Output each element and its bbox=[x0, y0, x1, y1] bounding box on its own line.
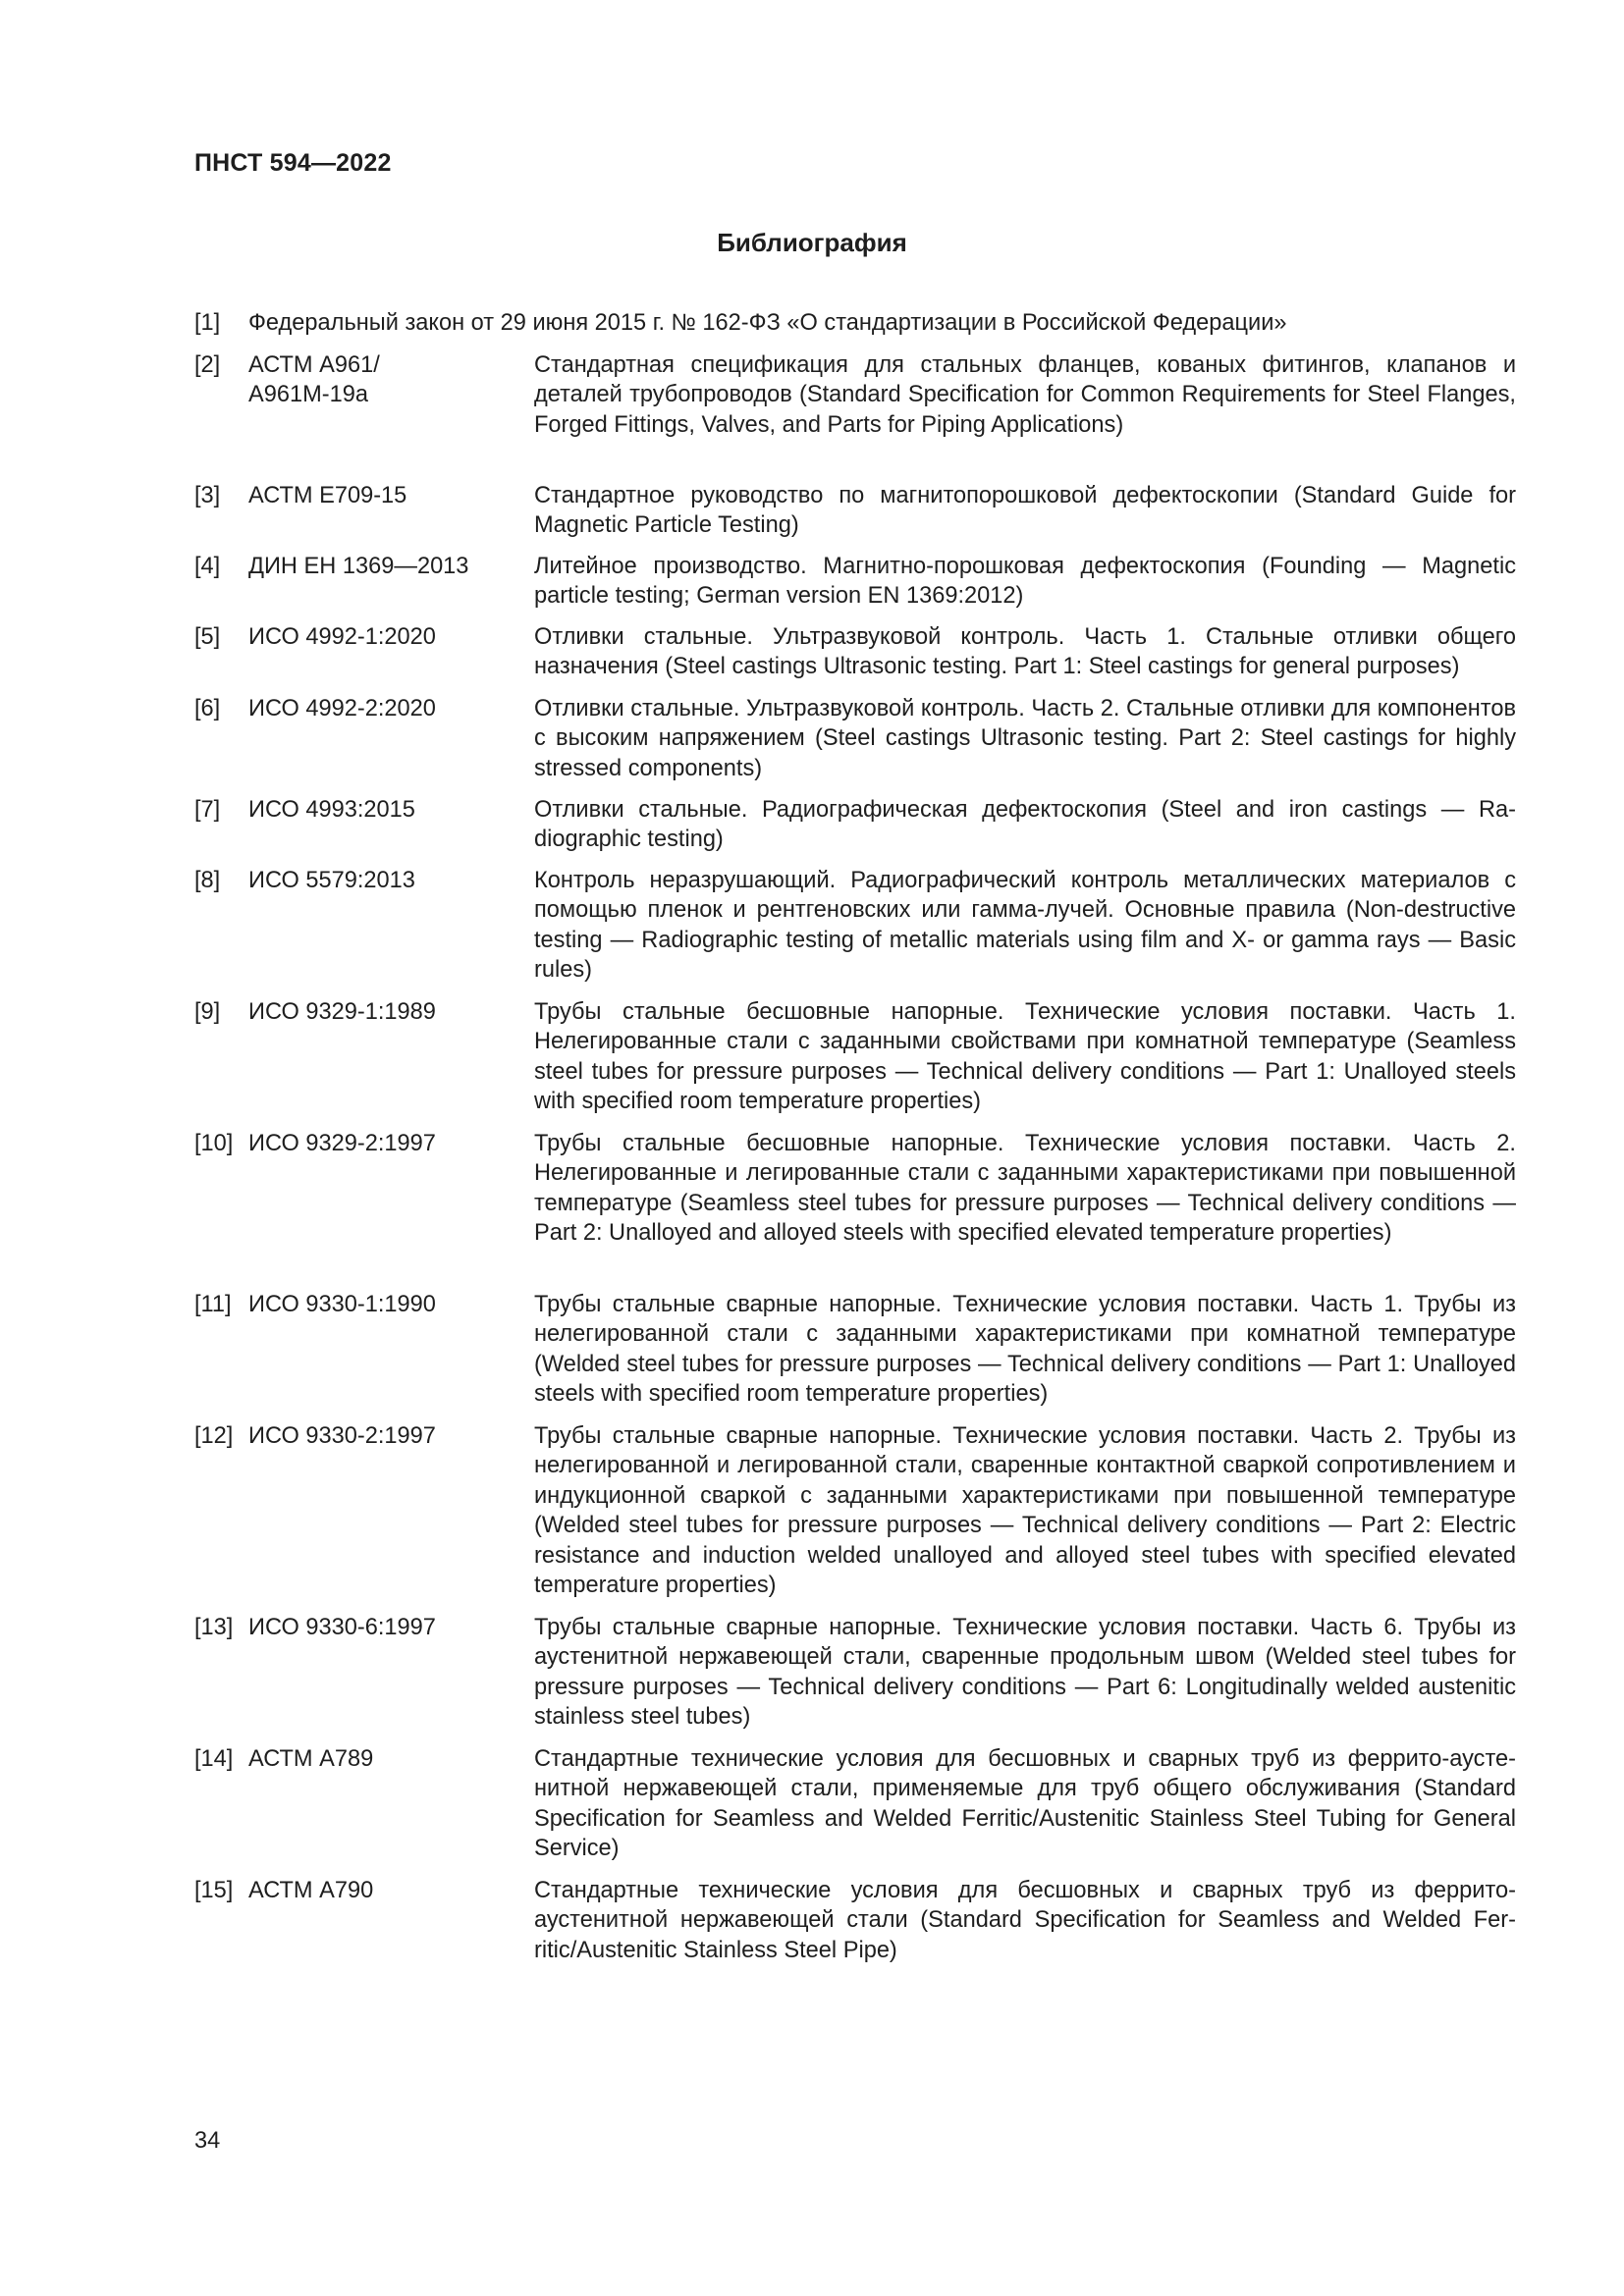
entry-number: [8] bbox=[194, 868, 221, 893]
entry-designation: ИСО 9330-1:1990 bbox=[248, 1292, 436, 1317]
entry-designation: ИСО 9329-2:1997 bbox=[248, 1131, 436, 1156]
entry-designation: АСТМ А790 bbox=[248, 1878, 374, 1903]
entry-designation: ИСО 4992-2:2020 bbox=[248, 696, 436, 721]
entry-designation: АСТМ Е709-15 bbox=[248, 483, 407, 508]
entry-title: Стандартная спецификация для стальных фланцев, кованых фитингов, клапанов и деталей трубопроводов (Standard Specification for Common Requirements for Steel Flanges, Forged Fittings, Valves, and Parts for Piping Applications) bbox=[534, 352, 1516, 438]
entry-title: Отливки стальные. Ультразвуковой контроль. Часть 2. Стальные отливки для компонентов с высоким напряжением (Steel castings Ultrasonic testing. Part 2: Steel castings for highly stressed components) bbox=[534, 696, 1516, 781]
entry-title: Отливки стальные. Ультразвуковой контроль. Часть 1. Стальные отливки общего назначения (Steel castings Ultrasonic testing. Part 1: Steel castings for general purposes) bbox=[534, 624, 1516, 680]
document-code: ПНСТ 594—2022 bbox=[194, 149, 392, 177]
entry-designation: ИСО 9330-6:1997 bbox=[248, 1615, 436, 1640]
entry-number: [14] bbox=[194, 1746, 234, 1772]
entry-number: [11] bbox=[194, 1292, 232, 1317]
entry-designation: ИСО 5579:2013 bbox=[248, 868, 415, 893]
entry-designation: АСТМ А789 bbox=[248, 1746, 374, 1772]
entry-number: [3] bbox=[194, 483, 221, 508]
entry-title: Трубы стальные сварные напорные. Технические условия поставки. Часть 1. Трубы из нелегированной стали с заданными характеристиками при комнатной температуре (Welded steel tubes for pressure purposes — Technical delivery conditions — Part 1: Unalloyed steels with specified room temperature properties) bbox=[534, 1292, 1516, 1408]
page-number: 34 bbox=[194, 2128, 221, 2154]
entry-designation: ИСО 9330-2:1997 bbox=[248, 1423, 436, 1449]
entry-number: [7] bbox=[194, 797, 221, 823]
entry-title: Литейное производство. Магнитно-порошковая дефектоскопия (Founding — Magnetic particle testing; German version EN 1369:2012) bbox=[534, 554, 1516, 610]
entry-number: [15] bbox=[194, 1878, 234, 1903]
entry-title: Трубы стальные сварные напорные. Технические условия поставки. Часть 2. Трубы из нелегированной и легированной стали, сваренные контактной сваркой сопротивлением и индукционной сваркой с заданными характеристиками при повышенной температуре (Welded steel tubes for pressure purposes — Technical delivery conditions — Part 2: Electric resistance and induction welded unalloyed and alloyed steel tubes with specified elevated temperature properties) bbox=[534, 1423, 1516, 1599]
entry-number: [13] bbox=[194, 1615, 234, 1640]
section-title: Библиография bbox=[717, 228, 907, 257]
entry-designation: ДИН ЕН 1369—2013 bbox=[248, 554, 469, 579]
entry-number: [1] bbox=[194, 310, 221, 336]
entry-title: Стандартные технические условия для бесшовных и сварных труб из феррито-аустенитной нержавеющей стали, применяемые для труб общего обслуживания (Standard Specification for Seamless and Welded Ferritic/Austenitic Stainless Steel Tubing for General Service) bbox=[534, 1746, 1516, 1862]
entry-number: [2] bbox=[194, 352, 221, 378]
entry-designation: АСТМ А961/ А961М-19а bbox=[248, 352, 380, 408]
entry-number: [6] bbox=[194, 696, 221, 721]
entry-title: Отливки стальные. Радиографическая дефектоскопия (Steel and iron castings — Radiographic testing) bbox=[534, 797, 1516, 853]
entry-number: [4] bbox=[194, 554, 221, 579]
entry-designation: ИСО 9329-1:1989 bbox=[248, 999, 436, 1025]
entry-title: Стандартное руководство по магнитопорошковой дефектоскопии (Standard Guide for Magnetic Particle Testing) bbox=[534, 483, 1516, 539]
entry-designation: ИСО 4993:2015 bbox=[248, 797, 415, 823]
entry-number: [5] bbox=[194, 624, 221, 650]
entry-designation: ИСО 4992-1:2020 bbox=[248, 624, 436, 650]
entry-title: Трубы стальные сварные напорные. Технические условия поставки. Часть 6. Трубы из аустенитной нержавеющей стали, сваренные продольным швом (Welded steel tubes for pressure purposes — Technical delivery conditions — Part 6: Longitudinally welded austenitic stainless steel tubes) bbox=[534, 1615, 1516, 1731]
entry-full-text: Федеральный закон от 29 июня 2015 г. № 162-ФЗ «О стандартизации в Российской Федерации» bbox=[248, 310, 1287, 336]
entry-title: Контроль неразрушающий. Радиографический контроль металлических материалов с помощью пленок и рентгеновских или гамма-лучей. Основные правила (Non-destructive testing — Radiographic testing of metallic materials using film and X- or gamma rays — Basic rules) bbox=[534, 868, 1516, 984]
entry-title: Трубы стальные бесшовные напорные. Технические условия поставки. Часть 1. Нелегированные стали с заданными свойствами при комнатной температуре (Seamless steel tubes for pressure purposes — Technical delivery conditions — Part 1: Unalloyed steels with specified room temperature properties) bbox=[534, 999, 1516, 1115]
entry-number: [10] bbox=[194, 1131, 234, 1156]
entry-number: [12] bbox=[194, 1423, 234, 1449]
entry-title: Стандартные технические условия для бесшовных и сварных труб из ферритоаустенитной нержавеющей стали (Standard Specification for Seamless and Welded Ferritic/Austenitic Stainless Steel Pipe) bbox=[534, 1878, 1516, 1963]
entry-number: [9] bbox=[194, 999, 221, 1025]
entry-title: Трубы стальные бесшовные напорные. Технические условия поставки. Часть 2. Нелегированные и легированные стали с заданными характеристиками при повышенной температуре (Seamless steel tubes for pressure purposes — Technical delivery conditions — Part 2: Unalloyed and alloyed steels with specified elevated temperature properties) bbox=[534, 1131, 1516, 1247]
